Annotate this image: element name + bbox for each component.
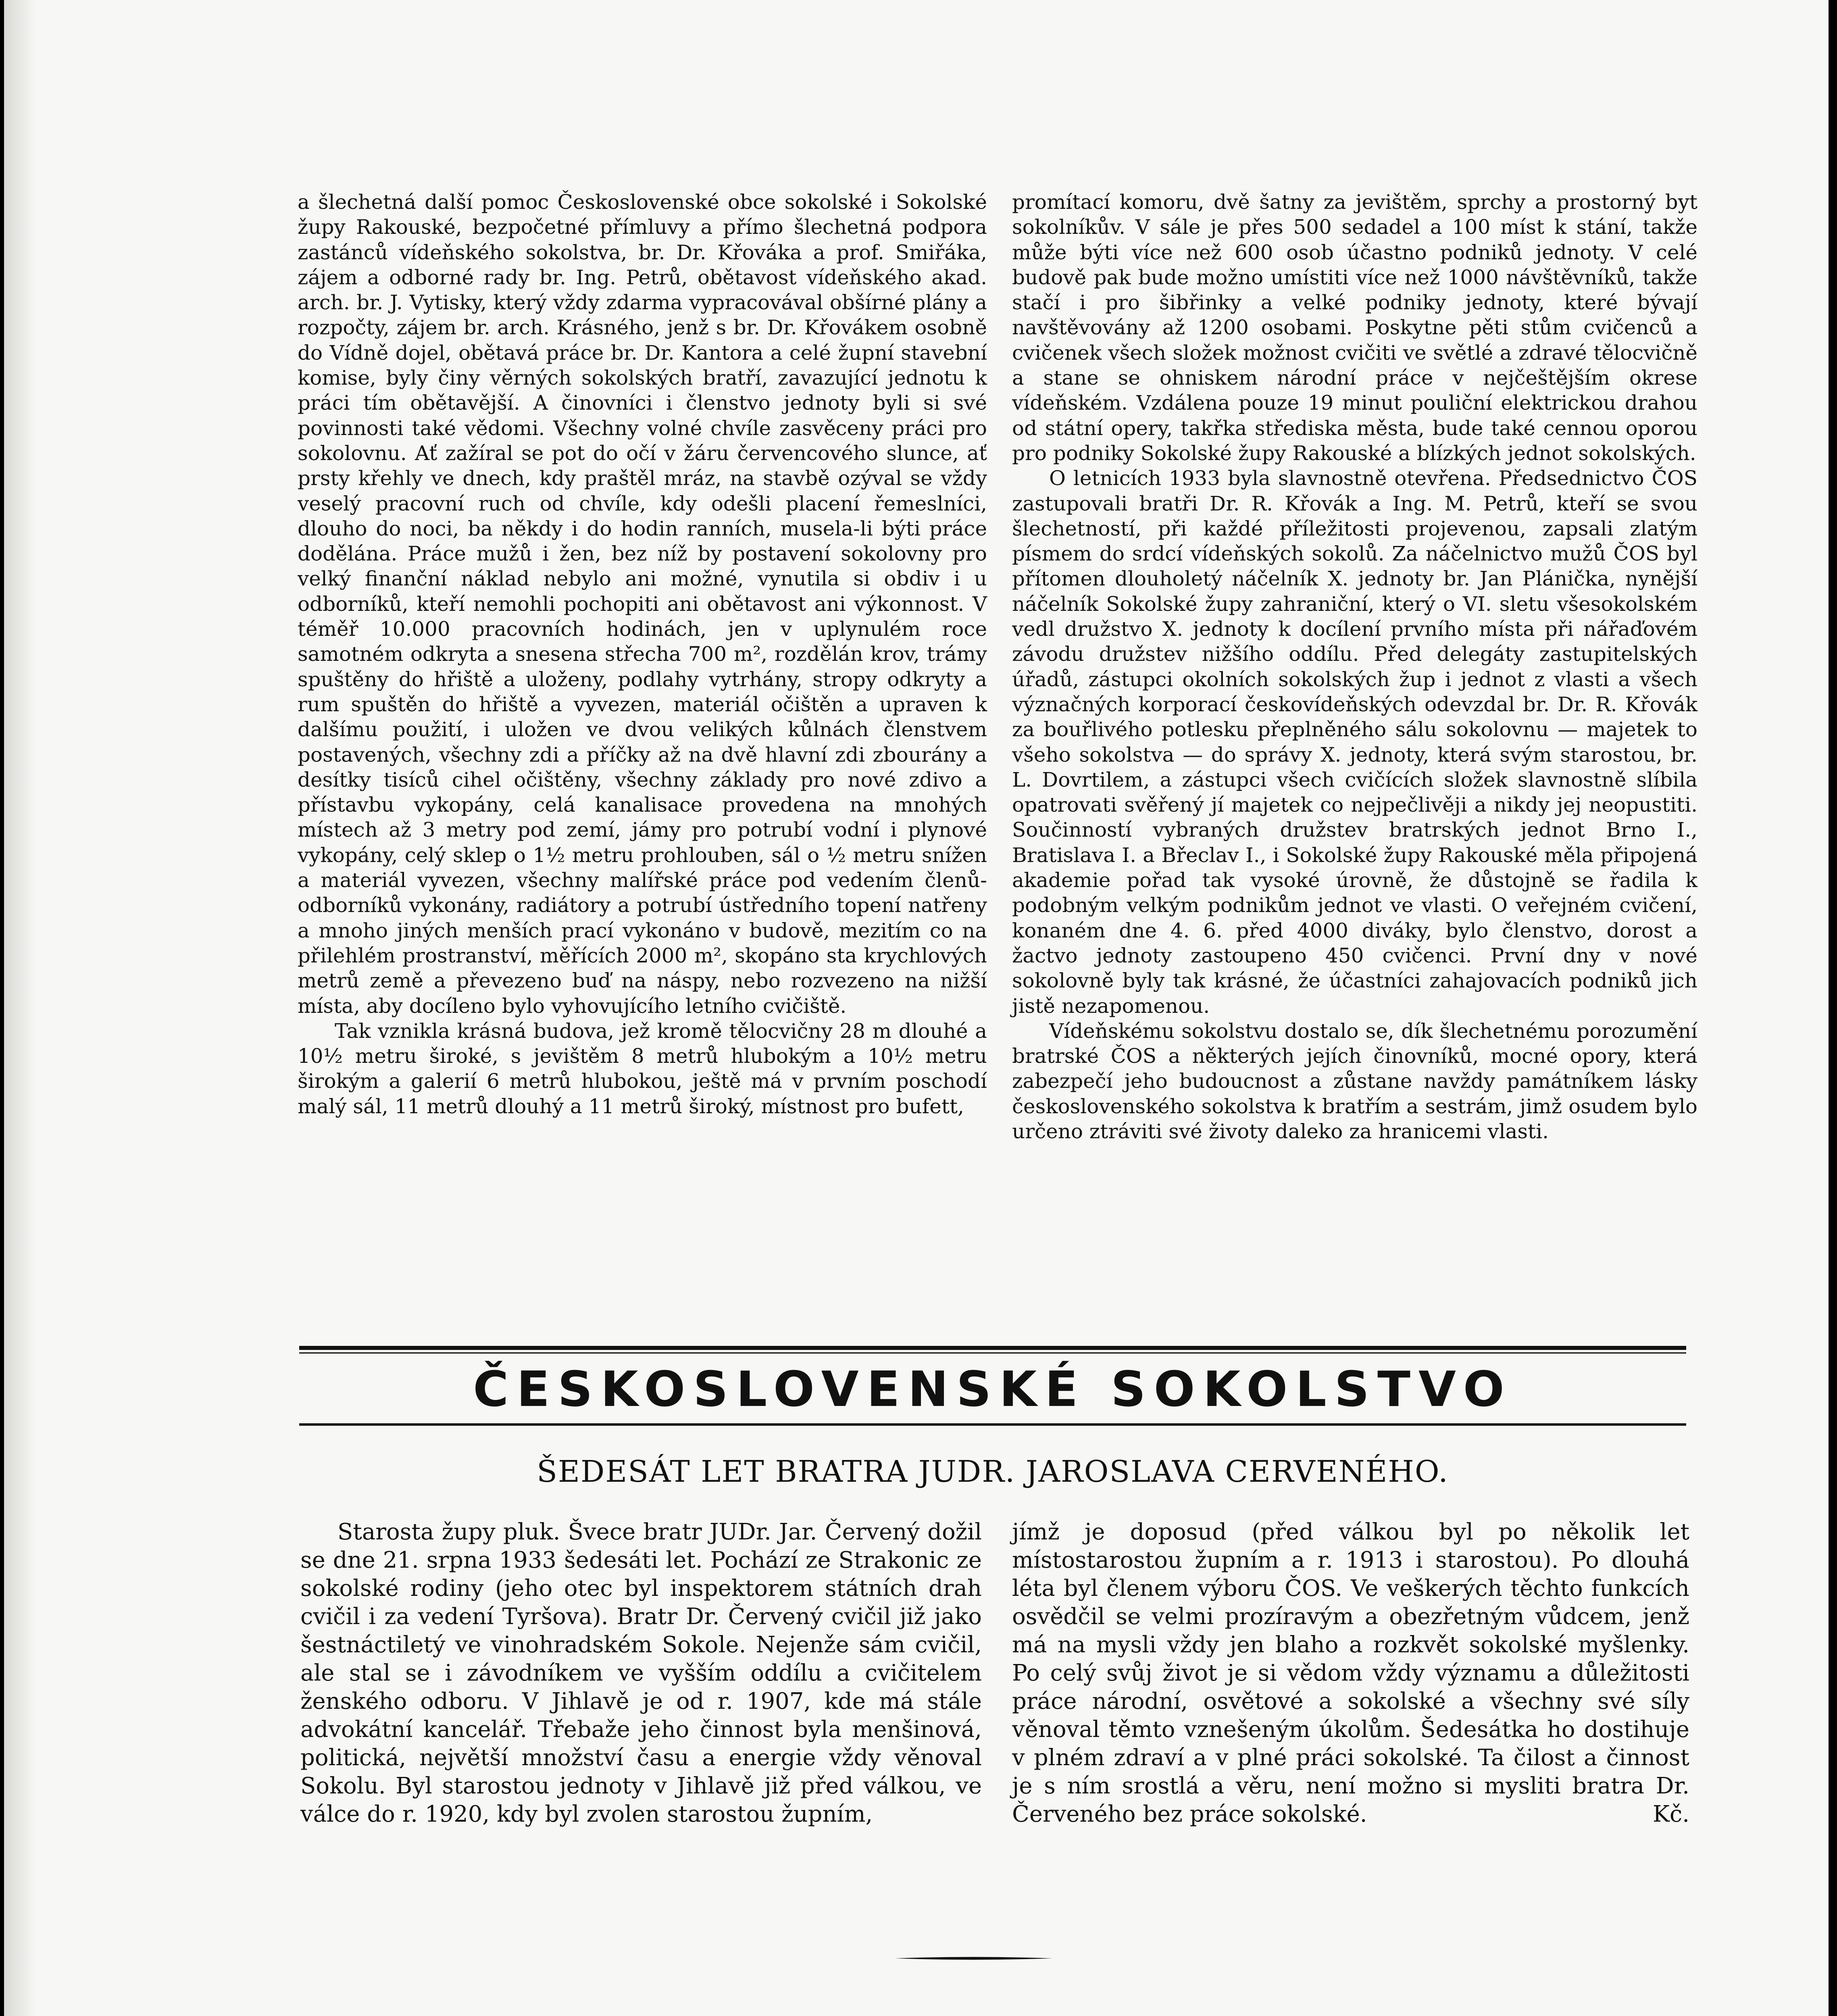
heading-top-rule [299, 1346, 1686, 1350]
heading-top-rule-thin [299, 1352, 1686, 1354]
author-signature: Kč. [1653, 1801, 1689, 1827]
article-title: ŠEDESÁT LET BRATRA JUDR. JAROSLAVA CERVENÉHO. [537, 1454, 1449, 1489]
paragraph [1012, 1518, 1689, 1829]
page-edge-shadow [4, 0, 36, 2016]
document-page [4, 0, 1829, 2016]
paragraph: O letnicích 1933 byla slavnostně otevřena. Předsednictvo ČOS zastupovali bratři Dr. R. Křovák a Ing. M. Petrů, kteří se svou šlechetností, při každé příležitosti projevenou, zapsali zlatým písmem do srdcí vídeňských sokolů. Za náčelnictvo mužů ČOS byl přítomen dlouholetý náčelník X. jednoty br. Jan Plánička, nynější náčelník Sokolské župy zahraniční, který o VI. sletu všesokolském vedl družstvo X. jednoty k docílení prvního místa při nářaďovém závodu družstev nižšího oddílu. Před delegáty zastupitelských úřadů, zástupci okolních sokolských žup i jednot z vlasti a všech význačných korporací českovídeňských odevzdal br. Dr. R. Křovák za bouřlivého potlesku přeplněného sálu sokolovnu — majetek to všeho sokolstva — do správy X. jednoty, která svým starostou, br. L. Dovrtilem, a zástupci všech cvičících složek slavnostně slíbila opatrovati svěřený jí majetek co nejpečlivěji a nikdy jej neopustiti. Součinností vybraných družstev bratrských jednot Brno I., Bratislava I. a Břeclav I., i Sokolské župy Rakouské měla připojená akademie pořad tak vysoké úrovně, že důstojně se řadila k podobným velkým podnikům jednot ve vlasti. O veřejném cvičení, konaném dne 4. 6. před 4000 diváky, bylo členstvo, dorost a žactvo jednoty zastoupeno 450 cvičenci. První dny v nové sokolovně byly tak krásné, že účastníci zahajovacích podniků jich jistě nezapomenou. [1012, 467, 1697, 1018]
top-left-column [298, 190, 987, 1119]
dash-ornament [895, 1956, 1052, 1961]
section-heading: ČESKOSLOVENSKÉ SOKOLSTVO [473, 1362, 1512, 1418]
bottom-left-column [300, 1518, 982, 1829]
heading-bottom-rule [299, 1423, 1686, 1426]
bottom-right-column [1012, 1518, 1689, 1829]
top-right-column [1012, 190, 1697, 1144]
paragraph: Starosta župy pluk. Švece bratr JUDr. Jar. Červený dožil se dne 21. srpna 1933 šedesáti let. Pochází ze Strakonic ze sokolské rodiny (jeho otec byl inspektorem státních drah cvičil i za vedení Tyršova). Bratr Dr. Červený cvičil již jako šestnáctiletý ve vinohradském Sokole. Nejenže sám cvičil, ale stal se i závodníkem ve vyšším oddílu a cvičitelem ženského odboru. V Jihlavě je od r. 1907, kde má stále advokátní kancelář. Třebaže jeho činnost byla menšinová, politická, největší množství času a energie vždy věnoval Sokolu. Byl starostou jednoty v Jihlavě již před válkou, ve válce do r. 1920, kdy byl zvolen starostou župním, [300, 1519, 982, 1827]
paragraph: Vídeňskému sokolstvu dostalo se, dík šlechetnému porozumění bratrské ČOS a některých jejích činovníků, mocné opory, která zabezpečí jeho budoucnost a zůstane navždy památníkem lásky československého sokolstva k bratřím a sestrám, jimž osudem bylo určeno ztráviti své životy daleko za hranicemi vlasti. [1012, 1019, 1697, 1143]
paragraph: a šlechetná další pomoc Československé obce sokolské i Sokolské župy Rakouské, bezpočetné přímluvy a přímo šlechetná podpora zastánců vídeňského sokolstva, br. Dr. Křováka a prof. Smiřáka, zájem a odborné rady br. Ing. Petrů, obětavost vídeňského akad. arch. br. J. Vytisky, který vždy zdarma vypracovával obšírné plány a rozpočty, zájem br. arch. Krásného, jenž s br. Dr. Křovákem osobně do Vídně dojel, obětavá práce br. Dr. Kantora a celé župní stavební komise, byly činy věrných sokolských bratří, zavazující jednotu k práci tím obětavější. A činovníci i členstvo jednoty byli si své povinnosti také vědomi. Všechny volné chvíle zasvěceny práci pro sokolovnu. Ať zažíral se pot do očí v žáru červencového slunce, ať prsty křehly ve dnech, kdy praštěl mráz, na stavbě ozýval se vždy veselý pracovní ruch od chvíle, kdy odešli placení řemeslníci, dlouho do noci, ba někdy i do hodin ranních, musela-li býti práce dodělána. Práce mužů i žen, bez níž by postavení sokolovny pro velký finanční náklad nebylo ani možné, vynutila si obdiv i u odborníků, kteří nemohli pochopiti ani obětavost ani výkonnost. V téměř 10.000 pracovních hodinách, jen v uplynulém roce samotném odkryta a snesena střecha 700 m², rozdělán krov, trámy spuštěny do hřiště a uloženy, podlahy vytrhány, stropy odkryty a rum spuštěn do hřiště a vyvezen, materiál očištěn a upraven k dalšímu použití, i uložen ve dvou velikých kůlnách členstvem postavených, všechny zdi a příčky až na dvě hlavní zdi zbourány a desítky tisíců cihel očištěny, všechny základy pro nové zdivo a přístavbu vykopány, celá kanalisace provedena na mnohých místech až 3 metry pod zemí, jámy pro potrubí vodní i plynové vykopány, celý sklep o 1½ metru prohlouben, sál o ½ metru snížen a materiál vyvezen, všechny malířské práce pod vedením členů-odborníků vykonány, radiátory a potrubí ústředního topení natřeny a mnoho jiných menších prací vykonáno v budově, mezitím co na přilehlém prostranství, měřících 2000 m², skopáno sta krychlových metrů země a převezeno buď na náspy, nebo rozvezeno na nižší místa, aby docíleno bylo vyhovujícího letního cvičiště. [298, 190, 987, 1018]
paragraph: Tak vznikla krásná budova, jež kromě tělocvičny 28 m dlouhé a 10½ metru široké, s jevištěm 8 metrů hlubokým a 10½ metru širokým a galerií 6 metrů hlubokou, ještě má v prvním poschodí malý sál, 11 metrů dlouhý a 11 metrů široký, místnost pro bufett, [298, 1019, 987, 1118]
paragraph-text: jímž je doposud (před válkou byl po několik let místostarostou župním a r. 1913 i starostou). Po dlouhá léta byl členem výboru ČOS. Ve veškerých těchto funkcích osvědčil se velmi prozíravým a obezřetným vůdcem, jenž má na mysli vždy jen blaho a rozkvět sokolské myšlenky. Po celý svůj život je si vědom vždy významu a důležitosti práce národní, osvětové a sokolské a všechny své síly věnoval těmto vznešeným úkolům. Šedesátka ho dostihuje v plném zdraví a v plné práci sokolské. Ta čilost a činnost je s ním srostlá a věru, není možno si mysliti bratra Dr. Červeného bez práce sokolské. [1012, 1519, 1689, 1827]
paragraph: promítací komoru, dvě šatny za jevištěm, sprchy a prostorný byt sokolníkův. V sále je přes 500 sedadel a 100 míst k stání, takže může býti více než 600 osob účastno podniků jednoty. V celé budově pak bude možno umístiti více než 1000 návštěvníků, takže stačí i pro šibřinky a velké podniky jednoty, které bývají navštěvovány až 1200 osobami. Poskytne pěti stům cvičenců a cvičenek všech složek možnost cvičiti ve světlé a zdravé tělocvičně a stane se ohniskem národní práce v nejčeštějším okrese vídeňském. Vzdálena pouze 19 minut pouliční elektrickou drahou od státní opery, takřka střediska města, bude také cennou oporou pro podniky Sokolské župy Rakouské a blízkých jednot sokolských. [1012, 190, 1697, 465]
